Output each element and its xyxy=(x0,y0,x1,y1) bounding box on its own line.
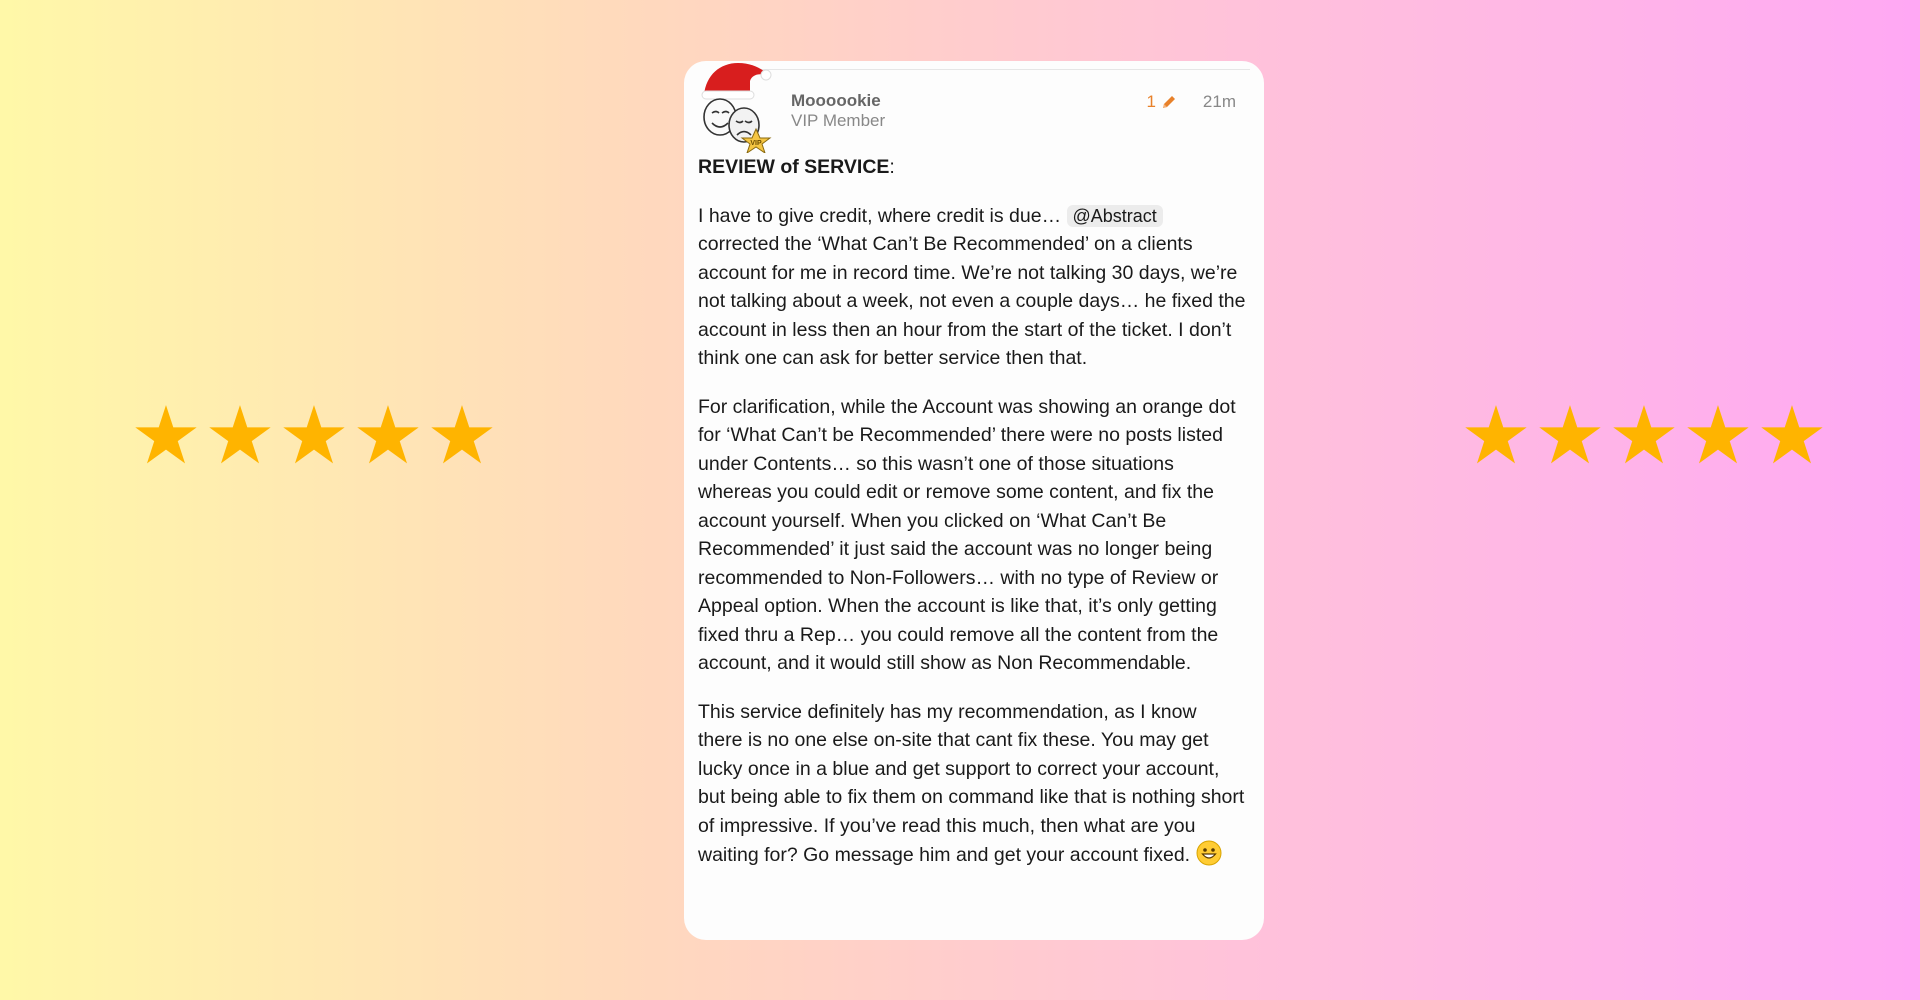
author-name[interactable]: Moooookie xyxy=(791,91,881,110)
svg-text:VIP: VIP xyxy=(750,140,762,147)
edit-count: 1 xyxy=(1146,92,1156,111)
post-heading xyxy=(698,153,1246,182)
paragraph-1 xyxy=(698,202,1246,373)
post-card xyxy=(684,61,1264,940)
theater-masks-santa-hat-vip-icon xyxy=(698,61,776,153)
star-rating-left xyxy=(126,389,496,482)
star-icon: ★ xyxy=(204,389,270,482)
heading-colon: : xyxy=(889,156,895,178)
star-icon: ★ xyxy=(1534,389,1600,482)
star-icon: ★ xyxy=(352,389,418,482)
star-icon: ★ xyxy=(1460,389,1526,482)
avatar[interactable] xyxy=(698,61,776,153)
paragraph-1-text: I have to give credit, where credit is due… xyxy=(698,204,1067,227)
post-header xyxy=(698,61,1250,153)
star-icon: ★ xyxy=(426,389,492,482)
star-rating-right xyxy=(1456,389,1826,482)
paragraph-3 xyxy=(698,698,1246,875)
paragraph-3-text: This service definitely has my recommendation, as I know there is no one else on-site that cant fix these. You may get lucky once in a blue and get support to correct your account, but being able to fix them on command like that is nothing short of impressive. If you’ve read this much, then what are you waiting for? Go message him and get your account fixed. xyxy=(698,700,1245,866)
post-body xyxy=(698,153,1250,875)
grinning-face-emoji xyxy=(1196,840,1222,875)
author-title: VIP Member xyxy=(791,111,886,130)
star-icon: ★ xyxy=(1682,389,1748,482)
star-icon: ★ xyxy=(130,389,196,482)
star-icon: ★ xyxy=(1608,389,1674,482)
post-time: 21m xyxy=(1202,92,1236,111)
heading-text: REVIEW of SERVICE xyxy=(698,156,890,178)
star-icon: ★ xyxy=(278,389,344,482)
edit-history[interactable] xyxy=(1147,92,1178,112)
star-icon: ★ xyxy=(1756,389,1822,482)
pencil-icon xyxy=(1160,93,1178,111)
paragraph-2: For clarification, while the Account was showing an orange dot for ‘What Can’t be Recommended’ there were no posts listed under Contents… so this wasn’t one of those situations whereas you could edit or remove some content, and fix the account yourself. When you clicked on ‘What Can’t Be Recommended’ it just said the account was no longer being recommended to Non-Followers… with no type of Review or Appeal option. When the account is like that, it’s only getting fixed thru a Rep… you could remove all the content from the account, and it would still show as Non Recommendable. xyxy=(698,395,1236,674)
paragraph-1-text-cont: corrected the ‘What Can’t Be Recommended’ on a clients account for me in record time. We’re not talking 30 days, we’re not talking about a week, not even a couple days… he fixed the account in less then an hour from the start of the ticket. I don’t think one can ask for better service then that. xyxy=(698,233,1246,369)
mention-link[interactable]: @Abstract xyxy=(1067,205,1163,227)
